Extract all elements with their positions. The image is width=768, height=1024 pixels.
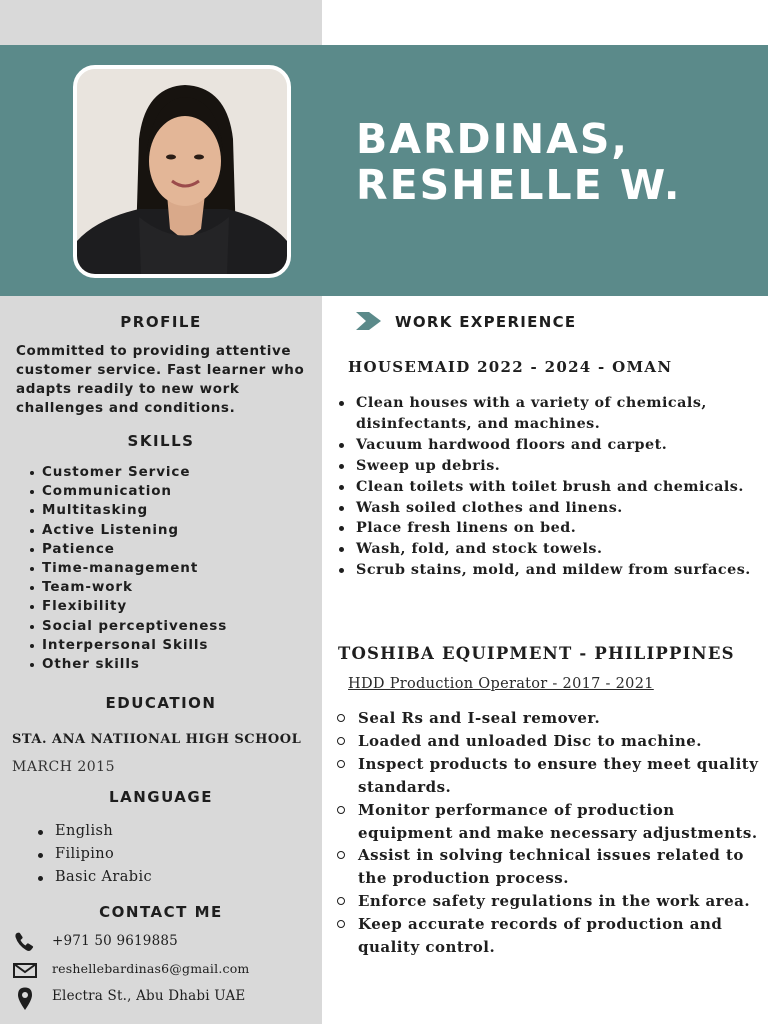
- skills-heading: SKILLS: [127, 432, 195, 450]
- duty-item: Vacuum hardwood floors and carpet.: [336, 435, 761, 456]
- duty-item: Assist in solving technical issues related to the production process.: [336, 844, 761, 890]
- skill-item: Communication: [24, 482, 227, 501]
- skill-item: Multitasking: [24, 501, 227, 520]
- candidate-name: [356, 116, 756, 208]
- language-list: [36, 820, 152, 889]
- duty-item: Sweep up debris.: [336, 456, 761, 477]
- job-title-housemaid: HOUSEMAID 2022 - 2024 - OMAN: [348, 358, 673, 376]
- skill-item: Active Listening: [24, 521, 227, 540]
- skill-item: Patience: [24, 540, 227, 559]
- duty-item: Place fresh linens on bed.: [336, 518, 761, 539]
- location-pin-icon: [12, 986, 38, 1010]
- work-experience-heading: WORK EXPERIENCE: [395, 313, 577, 331]
- skill-item: Social perceptiveness: [24, 617, 227, 636]
- mail-icon: [12, 958, 38, 982]
- skill-item: Interpersonal Skills: [24, 636, 227, 655]
- duty-item: Keep accurate records of production and quality control.: [336, 913, 761, 959]
- profile-text: Committed to providing attentive customer service. Fast learner who adapts readily to new work challenges and conditions.: [16, 343, 305, 416]
- job-title-toshiba: TOSHIBA EQUIPMENT - PHILIPPINES: [338, 644, 735, 663]
- skill-item: Team-work: [24, 578, 227, 597]
- profile-heading: PROFILE: [120, 313, 202, 331]
- job-role-operator: HDD Production Operator - 2017 - 2021: [348, 676, 654, 692]
- duty-item: Wash, fold, and stock towels.: [336, 539, 761, 560]
- duty-item: Loaded and unloaded Disc to machine.: [336, 730, 761, 753]
- phone-icon: [12, 930, 38, 954]
- name-line-2: RESHELLE W.: [356, 161, 682, 209]
- duty-item: Inspect products to ensure they meet quality standards.: [336, 753, 761, 799]
- skills-list: [24, 463, 227, 674]
- name-line-1: BARDINAS,: [356, 115, 629, 163]
- language-item: English: [36, 820, 152, 843]
- skill-item: Flexibility: [24, 597, 227, 616]
- duty-item: Enforce safety regulations in the work area.: [336, 890, 761, 913]
- duty-item: Seal Rs and I-seal remover.: [336, 707, 761, 730]
- skill-item: Other skills: [24, 655, 227, 674]
- address-text: Electra St., Abu Dhabi UAE: [52, 988, 246, 1004]
- contact-phone: [12, 930, 317, 954]
- language-heading: LANGUAGE: [109, 788, 213, 806]
- duty-item: Scrub stains, mold, and mildew from surfaces.: [336, 560, 761, 581]
- education-date: MARCH 2015: [12, 759, 115, 775]
- toshiba-duties-list: [336, 707, 761, 959]
- school-name: STA. ANA NATIIONAL HIGH SCHOOL: [12, 732, 302, 747]
- contact-heading: CONTACT ME: [99, 903, 223, 921]
- duty-item: Clean houses with a variety of chemicals, disinfectants, and machines.: [336, 393, 761, 435]
- skill-item: Customer Service: [24, 463, 227, 482]
- profile-photo: [73, 65, 291, 278]
- housemaid-duties-list: [336, 393, 761, 581]
- email-address[interactable]: reshellebardinas6@gmail.com: [52, 961, 250, 976]
- phone-number: +971 50 9619885: [52, 933, 178, 949]
- contact-address: [12, 986, 317, 1010]
- language-item: Basic Arabic: [36, 866, 152, 889]
- duty-item: Clean toilets with toilet brush and chemicals.: [336, 477, 761, 498]
- education-heading: EDUCATION: [105, 694, 217, 712]
- language-item: Filipino: [36, 843, 152, 866]
- chevron-right-icon: [356, 312, 382, 330]
- duty-item: Wash soiled clothes and linens.: [336, 498, 761, 519]
- skill-item: Time-management: [24, 559, 227, 578]
- duty-item: Monitor performance of production equipment and make necessary adjustments.: [336, 799, 761, 845]
- contact-email: [12, 958, 317, 982]
